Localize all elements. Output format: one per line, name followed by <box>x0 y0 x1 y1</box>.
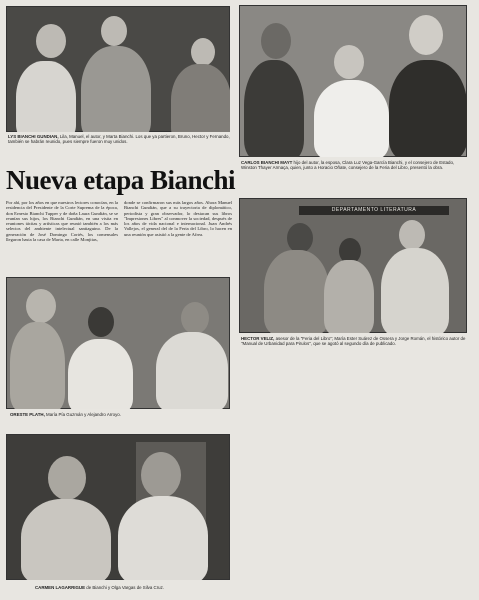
photo-top-left <box>6 6 230 132</box>
person-figure <box>88 307 114 337</box>
person-figure <box>261 23 291 59</box>
person-figure <box>156 332 228 409</box>
person-figure <box>118 496 208 580</box>
caption-text: hijo del autor, la esposa, Clara Luz Vega-García Bianchi, y el consejero de Estado, Winston Thayer Armaça, quien, junto a Horacio Oñate, consejero de la Feria del Libro, presentó la obra. <box>241 160 455 171</box>
person-figure <box>264 250 329 333</box>
person-figure <box>81 46 151 132</box>
caption-bottom-left <box>35 585 235 590</box>
person-figure <box>399 220 425 250</box>
caption-name: HECTOR VELIZ, <box>241 336 275 341</box>
person-figure <box>101 16 127 46</box>
headline: Nueva etapa Bianchi <box>6 165 236 195</box>
person-figure <box>334 45 364 79</box>
person-figure <box>381 248 449 333</box>
caption-top-left <box>8 134 230 144</box>
caption-text: María Pía Guzmán y Alejandro Arroyo. <box>46 412 121 417</box>
article-text: Por ahí, por los años en que nuestros lectores conocían, en la residencia del Presidente de la Corte Suprema de la época, don Ernesto Bianchi Tupper y de doña Laura Gundián, se se reunían sus hijos, los Bianchi Gundián, en una visita en reuniones tácitas y artísticas que reunió también a los más selectos del ambiente intelectual santiaguino. De la generación de José Domingo Cortés, los comensales llegaron hasta la casa de Marta, en calle Monjitas, <box>6 200 118 243</box>
person-figure <box>244 60 304 157</box>
caption-text: asesor de la "Feria del Libro"; María Ester Suárez de Ossera y Jorge Román, el histórico autor de "Manual de Urbanidad para Pirulos", que se agotó al segundo día de publicado. <box>241 336 466 347</box>
caption-middle-left <box>10 412 230 417</box>
article-column-1 <box>6 200 118 242</box>
photo-bottom-left <box>6 434 230 580</box>
caption-name: CARMEN LAGARRIGUE <box>35 585 86 590</box>
person-figure <box>16 61 76 132</box>
person-figure <box>48 456 86 500</box>
caption-top-right <box>241 160 467 170</box>
person-figure <box>314 80 389 157</box>
article-text: donde se confirmaron sus más largos años. Ahora Manuel Bianchi Gundián, que a su trayectoria de diplomático, periodista y gran observador, lo destacan sus libros "Impresiones Libres" al conmover la sociedad, después de los años de vida nacional e internacional. Juan Andrés Vallejos, el general del de la Feria del Libro, lo hacen en una reunión que asistió a la gente de Afrea. <box>124 200 232 237</box>
person-figure <box>324 260 374 333</box>
store-sign: DEPARTAMENTO LITERATURA <box>299 206 449 215</box>
person-figure <box>171 64 230 132</box>
caption-name: ORESTE PLATH, <box>10 412 45 417</box>
person-figure <box>141 452 181 498</box>
person-figure <box>181 302 209 334</box>
person-figure <box>409 15 443 55</box>
person-figure <box>10 322 65 409</box>
person-figure <box>26 289 56 323</box>
person-figure <box>287 223 313 253</box>
person-figure <box>21 499 111 580</box>
person-figure <box>36 24 66 58</box>
caption-name: LYS BIANCHI GUNDIAN, <box>8 134 59 139</box>
caption-middle-right <box>241 336 467 346</box>
article-column-2 <box>124 200 232 237</box>
person-figure <box>191 38 215 66</box>
person-figure <box>389 60 467 157</box>
person-figure <box>68 339 133 409</box>
photo-middle-left <box>6 277 230 409</box>
caption-text: Lila, Manuel, el autor, y Marta Bianchi. Los que ya partieron, Bruno, Hector y Fernando, también se habrán reunido, pues siempre fueron muy unidos. <box>8 134 230 145</box>
caption-name: CARLOS BIANCHI MAYT <box>241 160 293 165</box>
caption-text: de Bianchi y Olga Vargas de Silva Cruz. <box>86 585 165 590</box>
photo-middle-right <box>239 198 467 333</box>
photo-top-right <box>239 5 467 157</box>
